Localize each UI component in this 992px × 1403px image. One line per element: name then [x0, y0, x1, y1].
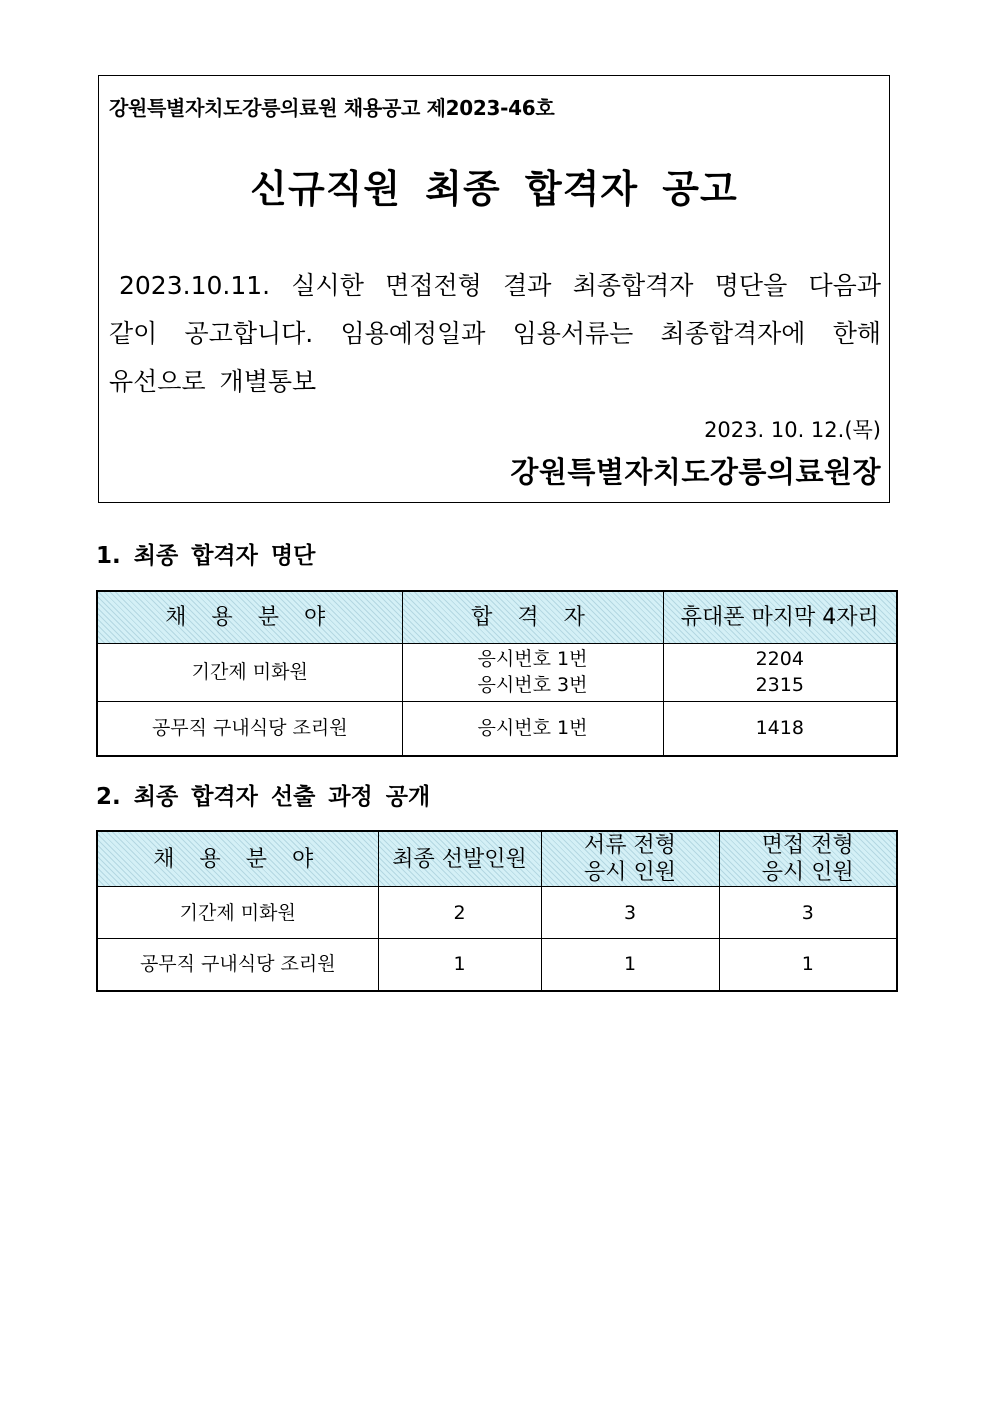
- header-field: 채 용 분 야: [97, 591, 402, 643]
- selection-process-table: [96, 830, 898, 992]
- finalists-table: [96, 590, 898, 757]
- header-finalist: 합 격 자: [402, 591, 663, 643]
- notice-title: 신규직원 최종 합격자 공고: [250, 167, 738, 211]
- phone-last4: 2204: [755, 648, 804, 670]
- row-final-count: 1: [378, 939, 541, 991]
- notice-body-line-2: 같이 공고합니다. 임용예정일과 임용서류는 최종합격자에 한해: [109, 319, 881, 348]
- applicant-number: 응시번호 1번: [477, 717, 588, 740]
- notice-number: 강원특별자치도강릉의료원 채용공고 제2023-46호: [109, 96, 555, 120]
- row-phones: [663, 701, 897, 756]
- table-row: [97, 939, 897, 991]
- section-2-heading: 2. 최종 합격자 선출 과정 공개: [96, 784, 431, 810]
- header-phone-last4: 휴대폰 마지막 4자리: [663, 591, 897, 643]
- header-document-screening: [541, 831, 719, 887]
- row-field: 공무직 구내식당 조리원: [97, 701, 402, 756]
- notice-box: [98, 75, 890, 503]
- applicant-number: 응시번호 1번: [477, 648, 588, 670]
- header-document-line-1: 서류 전형: [583, 833, 676, 858]
- phone-last4: 1418: [755, 717, 804, 740]
- header-final-selection: 최종 선발인원: [378, 831, 541, 887]
- section-1-heading: 1. 최종 합격자 명단: [96, 543, 316, 569]
- header-interview-line-2: 응시 인원: [761, 860, 854, 885]
- row-interview-count: 1: [719, 939, 897, 991]
- applicant-number: 응시번호 3번: [477, 674, 588, 696]
- notice-body: [109, 262, 881, 406]
- row-document-count: 1: [541, 939, 719, 991]
- header-field: 채 용 분 야: [97, 831, 378, 887]
- row-document-count: 3: [541, 887, 719, 939]
- row-phones: [663, 643, 897, 701]
- row-field: 공무직 구내식당 조리원: [97, 939, 378, 991]
- notice-body-line-3: 유선으로 개별통보: [109, 367, 317, 396]
- table-row: [97, 701, 897, 756]
- row-applicants: [402, 701, 663, 756]
- notice-signer: 강원특별자치도강릉의료원장: [510, 455, 881, 489]
- table-header-row: [97, 591, 897, 643]
- phone-last4: 2315: [755, 674, 804, 696]
- table-header-row: [97, 831, 897, 887]
- row-field: 기간제 미화원: [97, 887, 378, 939]
- header-document-line-2: 응시 인원: [583, 860, 676, 885]
- row-interview-count: 3: [719, 887, 897, 939]
- notice-date: 2023. 10. 12.(목): [704, 418, 881, 442]
- row-final-count: 2: [378, 887, 541, 939]
- notice-body-line-1: 2023.10.11. 실시한 면접전형 결과 최종합격자 명단을 다음과: [119, 271, 881, 300]
- header-interview-screening: [719, 831, 897, 887]
- table-row: [97, 643, 897, 701]
- row-field: 기간제 미화원: [97, 643, 402, 701]
- header-interview-line-1: 면접 전형: [761, 833, 854, 858]
- table-row: [97, 887, 897, 939]
- row-applicants: [402, 643, 663, 701]
